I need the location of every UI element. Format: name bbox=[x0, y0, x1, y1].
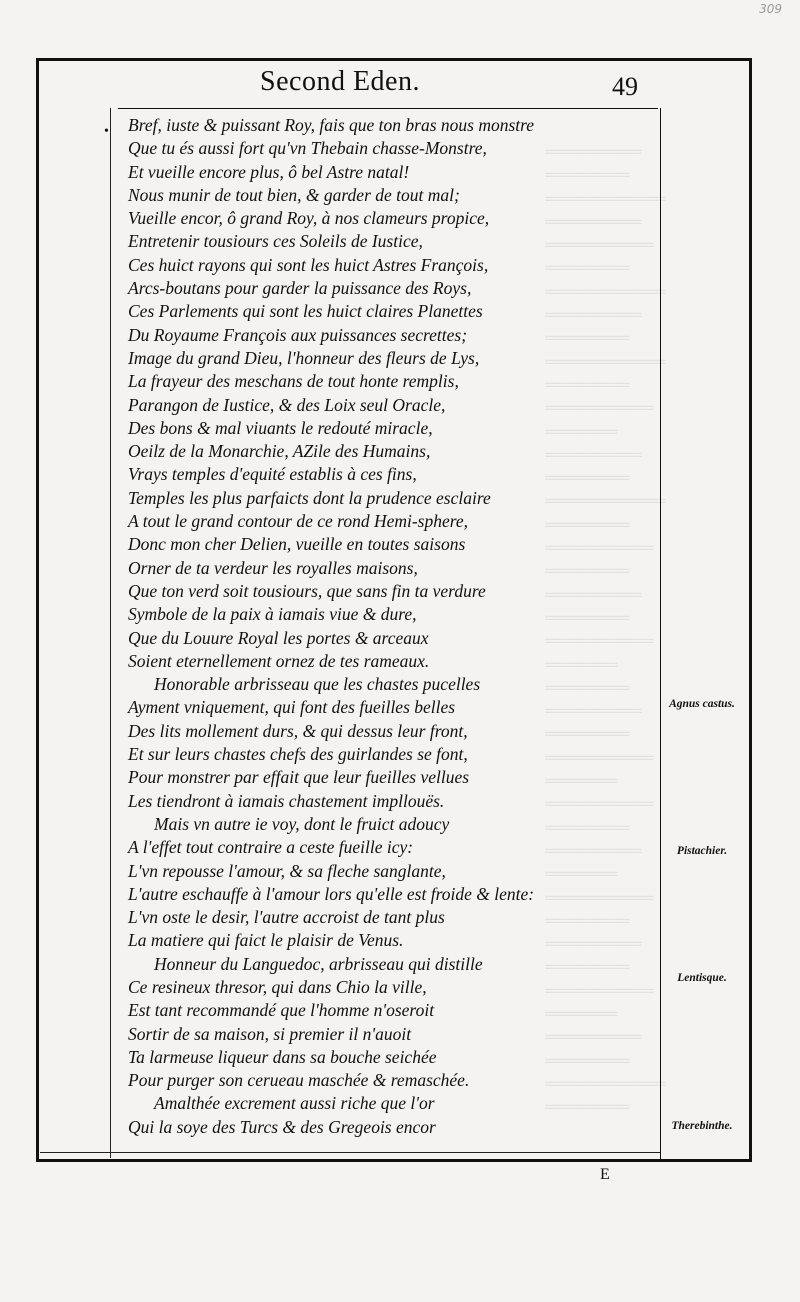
verse-line: Nous munir de tout bien, & garder de tout mal; bbox=[128, 184, 460, 205]
verse-line: Ayment vniquement, qui font des fueilles belles bbox=[128, 697, 456, 718]
verse-line: Bref, iuste & puissant Roy, fais que ton bras nous monstre bbox=[128, 115, 535, 135]
verse-line: Vueille encor, ô grand Roy, à nos clameurs propice, bbox=[128, 208, 490, 229]
verse-line: Image du grand Dieu, l'honneur des fleurs de Lys, bbox=[128, 347, 480, 368]
marginal-note-pistachier: Pistachier. bbox=[676, 845, 728, 857]
signature-mark: E bbox=[600, 1166, 610, 1183]
verse-line: L'autre eschauffe à l'amour lors qu'elle est froide & lente: bbox=[128, 883, 535, 904]
verse-line: Ces huict rayons qui sont les huict Astres François, bbox=[128, 254, 489, 275]
verse-line: L'vn repousse l'amour, & sa fleche sanglante, bbox=[128, 860, 446, 881]
verse-block bbox=[128, 114, 658, 1139]
verse-line: Entretenir tousiours ces Soleils de Iustice, bbox=[128, 231, 423, 252]
verse-line: A l'effet tout contraire a ceste fueille icy: bbox=[128, 837, 414, 858]
header-rule bbox=[118, 108, 658, 109]
bullet-mark: • bbox=[104, 124, 109, 139]
verse-line: Parangon de Iustice, & des Loix seul Oracle, bbox=[128, 394, 446, 415]
verse-line: La matiere qui faict le plaisir de Venus. bbox=[128, 930, 404, 951]
verse-line: Et vueille encore plus, ô bel Astre natal! bbox=[128, 161, 410, 182]
verse-line: Les tiendront à iamais chastement impllouës. bbox=[128, 790, 445, 811]
margin-rule bbox=[660, 108, 661, 1160]
verse-line: L'vn oste le desir, l'autre accroist de tant plus bbox=[128, 907, 445, 928]
verse-line: Temples les plus parfaicts dont la prudence esclaire bbox=[128, 487, 491, 508]
verse-line: Des bons & mal viuants le redouté miracle, bbox=[128, 417, 433, 438]
verse-line: Est tant recommandé que l'homme n'oseroit bbox=[128, 1000, 435, 1021]
verse-line: Ta larmeuse liqueur dans sa bouche seichée bbox=[128, 1046, 437, 1067]
verse-line: Symbole de la paix à iamais viue & dure, bbox=[128, 604, 417, 625]
verse-line: Pour monstrer par effait que leur fueilles vellues bbox=[128, 767, 470, 788]
marginal-note-lentisque: Lentisque. bbox=[677, 972, 727, 984]
page-number: 49 bbox=[612, 72, 638, 101]
verse-line: Ces Parlements qui sont les huict claires Planettes bbox=[128, 301, 483, 322]
verse-line: Vrays temples d'equité establis à ces fins, bbox=[128, 464, 417, 485]
verse-line: Sortir de sa maison, si premier il n'auoit bbox=[128, 1023, 412, 1044]
verse-line-indented: Amalthée excrement aussi riche que l'or bbox=[154, 1093, 435, 1114]
archive-folio-note: 309 bbox=[759, 2, 782, 16]
verse-line-indented: Honorable arbrisseau que les chastes pucelles bbox=[154, 674, 481, 695]
bleed-through-shadow: ════════ ═══════ ══════════ ════════ ═════════ ═══════ ══════════ ════════ ═══════ ══════════ ═══════ ═════════ ══════ ════════ ═══════ ══════════ ═══════ ═════════ ═══════ ════════ ═══════ ═════════ ══════ ═══════ ════════ ═══════ ═════════ ══════ ═════════ ═══════ ════════ ══════ ═════════ ═══════ ════════ ═══════ ═════════ ══════ ════════ ═══════ ══════════ ═══════ bbox=[545, 142, 666, 1117]
marginal-note-agnus-castus: Agnus castus. bbox=[669, 698, 735, 710]
verse-line: Oeilz de la Monarchie, AZile des Humains, bbox=[128, 441, 431, 462]
verse-line: Que du Louure Royal les portes & arceaux bbox=[128, 627, 429, 648]
left-text-rule bbox=[110, 108, 111, 1158]
verse-line: A tout le grand contour de ce rond Hemi-sphere, bbox=[128, 511, 469, 532]
footer-rule bbox=[40, 1152, 660, 1153]
verse-line: Des lits mollement durs, & qui dessus leur front, bbox=[128, 720, 468, 741]
verse-line: Qui la soye des Turcs & des Gregeois encor bbox=[128, 1116, 436, 1137]
verse-line: Arcs-boutans pour garder la puissance des Roys, bbox=[128, 278, 472, 299]
running-title: Second Eden. bbox=[260, 66, 420, 97]
verse-line: Soient eternellement ornez de tes rameaux. bbox=[128, 650, 430, 671]
marginal-note-therebinthe: Therebinthe. bbox=[671, 1120, 733, 1132]
verse-line: Pour purger son cerueau maschée & remaschée. bbox=[128, 1070, 470, 1091]
verse-line: La frayeur des meschans de tout honte remplis, bbox=[128, 371, 459, 392]
verse-line: Donc mon cher Delien, vueille en toutes saisons bbox=[128, 534, 466, 555]
verse-line-indented: Mais vn autre ie voy, dont le fruict adoucy bbox=[154, 813, 450, 834]
verse-line: Que tu és aussi fort qu'vn Thebain chasse-Monstre, bbox=[128, 138, 487, 159]
verse-line-indented: Honneur du Languedoc, arbrisseau qui distille bbox=[154, 953, 483, 974]
verse-line: Orner de ta verdeur les royalles maisons, bbox=[128, 557, 418, 578]
verse-line: Du Royaume François aux puissances secrettes; bbox=[128, 324, 468, 345]
verse-line: Que ton verd soit tousiours, que sans fin ta verdure bbox=[128, 580, 486, 601]
verse-line: Ce resineux thresor, qui dans Chio la ville, bbox=[128, 976, 427, 997]
verse-line: Et sur leurs chastes chefs des guirlandes se font, bbox=[128, 744, 468, 765]
